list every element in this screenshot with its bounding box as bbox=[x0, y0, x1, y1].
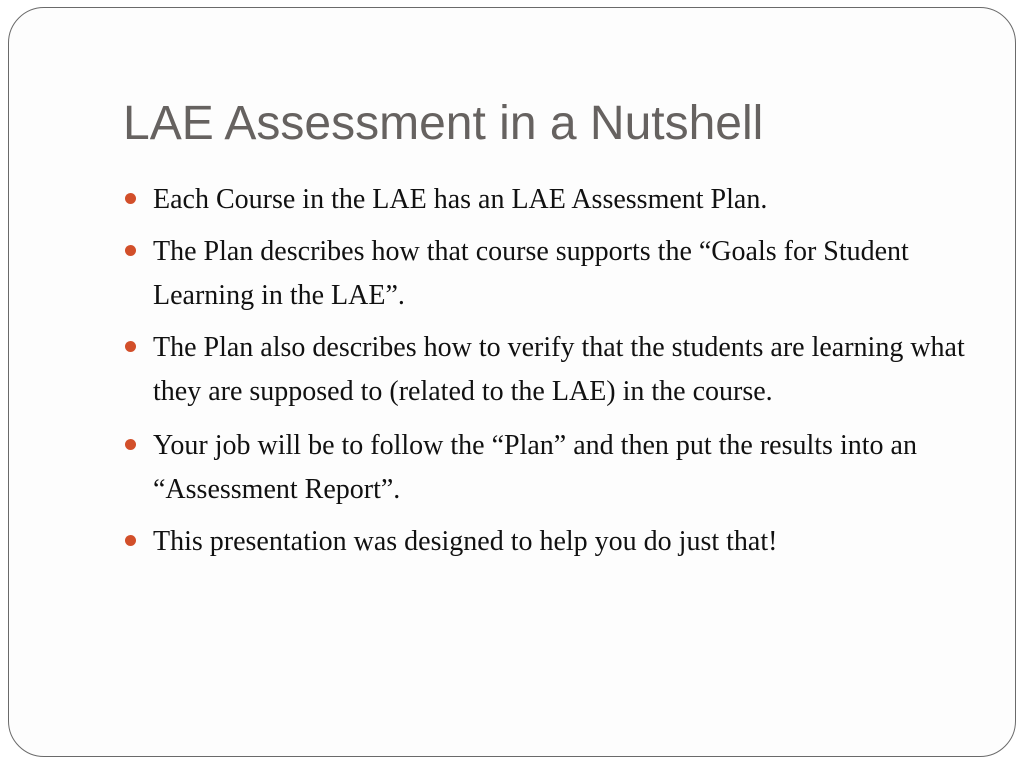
slide-title: LAE Assessment in a Nutshell bbox=[123, 97, 764, 150]
bullet-marker-icon bbox=[125, 535, 136, 546]
bullet-text: The Plan also describes how to verify that the students are learning what they are supposed to (related to the LAE) in the course. bbox=[153, 332, 965, 407]
bullet-item bbox=[123, 326, 983, 414]
bullet-marker-icon bbox=[125, 341, 136, 352]
bullet-item bbox=[123, 178, 983, 222]
bullet-text: Each Course in the LAE has an LAE Assessment Plan. bbox=[153, 184, 768, 215]
bullet-text: This presentation was designed to help you do just that! bbox=[153, 526, 778, 557]
slide-frame bbox=[8, 7, 1016, 757]
bullet-item bbox=[123, 424, 983, 512]
bullet-list bbox=[123, 178, 983, 572]
bullet-text: Your job will be to follow the “Plan” and then put the results into an “Assessment Report”. bbox=[153, 430, 917, 505]
bullet-marker-icon bbox=[125, 193, 136, 204]
bullet-text: The Plan describes how that course supports the “Goals for Student Learning in the LAE”. bbox=[153, 236, 909, 311]
bullet-marker-icon bbox=[125, 439, 136, 450]
bullet-item bbox=[123, 230, 983, 318]
bullet-marker-icon bbox=[125, 245, 136, 256]
bullet-item bbox=[123, 520, 983, 564]
